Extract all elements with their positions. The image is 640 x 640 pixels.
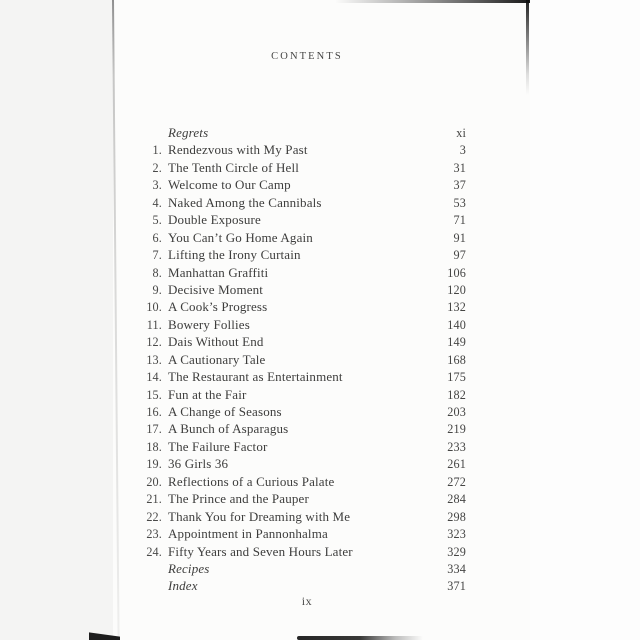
entry-number: 16.: [146, 405, 162, 419]
entry-number: 13.: [146, 352, 162, 367]
entry-number: 3.: [152, 178, 162, 193]
entry-number: 7.: [152, 248, 162, 263]
entry-number: 20.: [146, 474, 162, 489]
entry-title: A Change of Seasons: [168, 404, 282, 419]
book-bottom-shadow-middle: [297, 636, 423, 640]
entry-number: 5.: [152, 213, 162, 228]
toc-entry: [113, 351, 466, 368]
entry-number: 22.: [146, 509, 162, 524]
entry-number: 4.: [152, 195, 162, 210]
entry-title: The Failure Factor: [168, 438, 268, 454]
entry-page: 3: [459, 143, 466, 158]
entry-number: 6.: [152, 230, 162, 245]
entry-title: Manhattan Graffiti: [168, 264, 269, 280]
entry-title: Lifting the Irony Curtain: [168, 247, 301, 263]
entry-title: Appointment in Pannonhalma: [168, 526, 328, 542]
entry-page: 37: [453, 178, 466, 193]
toc-entry: [113, 455, 466, 472]
entry-page: 175: [447, 370, 466, 385]
toc-entry: [113, 386, 466, 403]
entry-page: 272: [447, 474, 466, 489]
entry-number: 19.: [146, 457, 162, 472]
entry-title: Rendezvous with My Past: [168, 142, 308, 158]
entry-title: Recipes: [168, 560, 210, 576]
entry-page: 233: [447, 439, 466, 454]
toc-entry: [113, 194, 466, 211]
entry-page: 371: [447, 579, 466, 594]
toc-entry: [113, 159, 466, 176]
toc-entry: [113, 403, 466, 420]
entry-page: 219: [447, 422, 466, 437]
entry-title: 36 Girls 36: [168, 456, 229, 472]
entry-page: 31: [453, 160, 466, 175]
toc-list: [113, 124, 530, 595]
entry-title: Reflections of a Curious Palate: [168, 473, 335, 489]
toc-entry: [113, 316, 466, 333]
entry-number: 24.: [146, 544, 162, 559]
entry-number: 17.: [146, 422, 162, 437]
toc-entry: [113, 211, 466, 228]
toc-entry: [113, 525, 466, 542]
toc-entry: [113, 473, 466, 490]
entry-page: 71: [453, 213, 466, 228]
entry-number: 1.: [152, 143, 162, 158]
entry-number: 21.: [146, 492, 162, 507]
entry-page: 284: [447, 492, 466, 507]
toc-entry: [113, 577, 466, 594]
entry-number: 12.: [146, 335, 162, 350]
entry-page: 298: [447, 509, 466, 524]
entry-title: The Tenth Circle of Hell: [168, 159, 299, 175]
toc-entry: [113, 264, 466, 281]
toc-entry: [113, 438, 466, 455]
entry-title: Fun at the Fair: [168, 386, 247, 402]
toc-entry: [113, 124, 466, 141]
entry-title: Index: [168, 578, 198, 594]
toc-entry: [113, 560, 466, 577]
toc-entry: [113, 490, 466, 507]
entry-title: Bowery Follies: [168, 316, 250, 332]
toc-entry: [113, 141, 466, 158]
entry-page: 323: [447, 527, 466, 542]
toc-entry: [113, 298, 466, 315]
entry-number: 9.: [152, 282, 162, 297]
entry-number: 18.: [146, 439, 162, 454]
entry-title: Thank You for Dreaming with Me: [168, 508, 351, 524]
entry-title: Naked Among the Cannibals: [168, 194, 322, 210]
entry-title: You Can’t Go Home Again: [168, 229, 313, 245]
entry-page: 132: [447, 300, 466, 315]
toc-entry: [113, 176, 466, 193]
entry-title: Welcome to Our Camp: [168, 177, 291, 193]
entry-title: A Cautionary Tale: [168, 351, 266, 367]
entry-title: The Prince and the Pauper: [168, 491, 309, 507]
entry-page: xi: [456, 126, 466, 140]
photo-background-left: [0, 0, 113, 640]
photo-background-right: [530, 0, 640, 640]
entry-page: 168: [447, 352, 466, 367]
entry-number: 11.: [146, 317, 162, 332]
entry-number: 8.: [152, 265, 162, 280]
toc-entry: [113, 543, 466, 560]
toc-entry: [113, 368, 466, 385]
entry-title: The Restaurant as Entertainment: [168, 369, 343, 385]
page-right-edge-shadow: [526, 0, 529, 95]
entry-page: 149: [447, 335, 466, 350]
entry-page: 97: [453, 248, 466, 263]
toc-entry: [113, 333, 466, 350]
book-page: [113, 0, 530, 640]
entry-number: 10.: [146, 300, 162, 315]
entry-page: 106: [447, 265, 466, 280]
entry-page: 329: [447, 544, 466, 559]
entry-page: 53: [453, 195, 466, 210]
entry-title: A Bunch of Asparagus: [168, 421, 289, 437]
toc-entry: [113, 281, 466, 298]
toc-entry: [113, 508, 466, 525]
entry-title: A Cook’s Progress: [168, 299, 268, 315]
entry-title: Fifty Years and Seven Hours Later: [168, 543, 353, 559]
entry-page: 140: [447, 317, 466, 332]
entry-page: 91: [453, 230, 466, 245]
page-number: ix: [301, 594, 313, 608]
toc-entry: [113, 229, 466, 246]
entry-page: 120: [447, 282, 466, 297]
entry-page: 261: [447, 457, 466, 472]
entry-title: Double Exposure: [168, 212, 261, 228]
toc-entry: [113, 420, 466, 437]
page-top-edge-shadow: [335, 0, 530, 3]
entry-number: 15.: [146, 387, 162, 402]
entry-number: 14.: [146, 370, 162, 385]
page-title: CONTENTS: [271, 51, 343, 62]
entry-title: Regrets: [168, 125, 209, 140]
entry-title: Dais Without End: [168, 334, 264, 350]
entry-title: Decisive Moment: [168, 281, 264, 297]
entry-page: 203: [447, 405, 466, 419]
entry-page: 334: [447, 561, 466, 576]
entry-number: 23.: [146, 527, 162, 542]
toc-entry: [113, 246, 466, 263]
entry-page: 182: [447, 387, 466, 402]
entry-number: 2.: [152, 160, 162, 175]
